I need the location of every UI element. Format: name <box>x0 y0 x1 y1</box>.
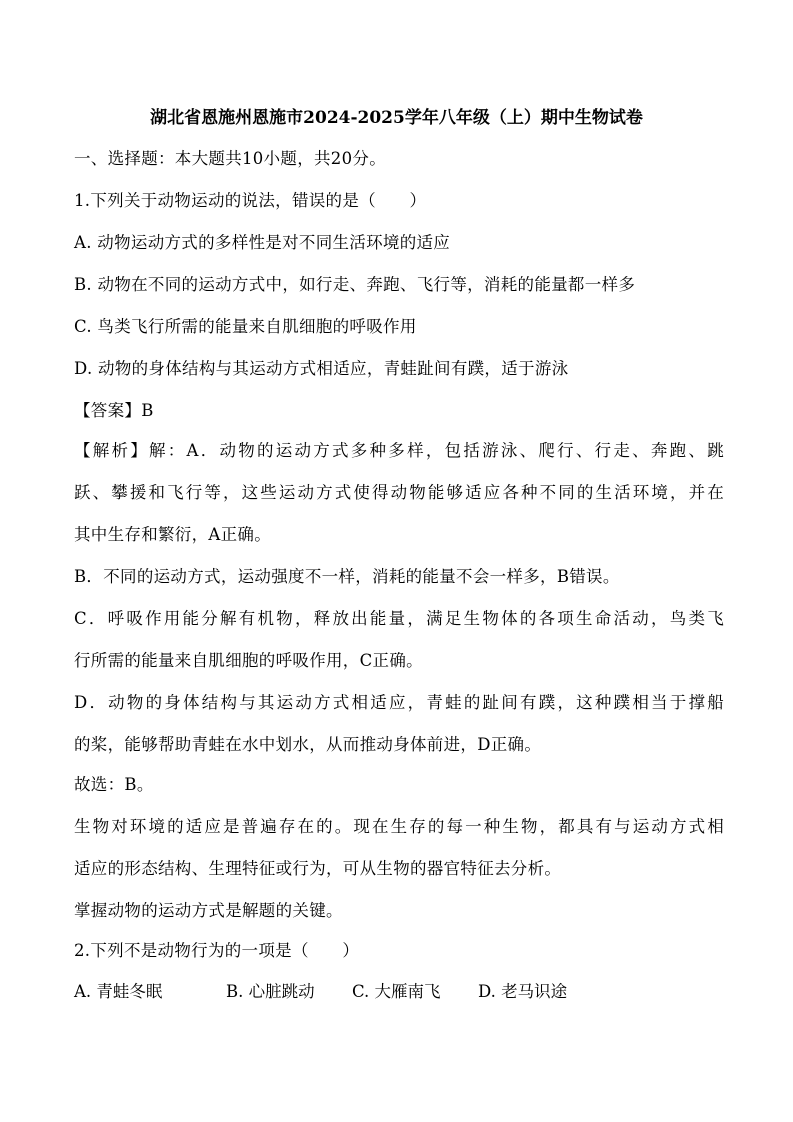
page-title: 湖北省恩施州恩施市2024-2025学年八年级（上）期中生物试卷 <box>150 108 643 128</box>
question-1-option-d: D. 动物的身体结构与其运动方式相适应，青蛙趾间有蹼，适于游泳 <box>74 359 569 378</box>
analysis-line: 生物对环境的适应是普遍存在的。现在生存的每一种生物，都具有与运动方式相 <box>74 817 724 836</box>
question-2-options <box>74 981 724 1003</box>
question-2-option-d: D. 老马识途 <box>478 982 568 1001</box>
analysis-line: 故选：B。 <box>74 775 154 794</box>
analysis-line: D．动物的身体结构与其运动方式相适应，青蛙的趾间有蹼，这种蹼相当于撑船 <box>74 693 724 712</box>
question-1-stem: 1.下列关于动物运动的说法，错误的是（ ） <box>74 191 427 210</box>
question-2-stem: 2.下列不是动物行为的一项是（ ） <box>74 941 360 960</box>
analysis-line: 【解析】解：A．动物的运动方式多种多样，包括游泳、爬行、行走、奔跑、跳 <box>74 441 724 460</box>
analysis-line: 的桨，能够帮助青蛙在水中划水，从而推动身体前进，D正确。 <box>74 735 542 754</box>
question-2-option-c: C. 大雁南飞 <box>352 982 441 1001</box>
question-1-option-b: B. 动物在不同的运动方式中，如行走、奔跑、飞行等，消耗的能量都一样多 <box>74 275 636 294</box>
analysis-line: 适应的形态结构、生理特征或行为，可从生物的器官特征去分析。 <box>74 859 562 878</box>
analysis-line: 行所需的能量来自肌细胞的呼吸作用，C正确。 <box>74 651 423 670</box>
analysis-line: C．呼吸作用能分解有机物，释放出能量，满足生物体的各项生命活动，鸟类飞 <box>74 609 724 628</box>
question-1-answer: 【答案】B <box>74 401 154 420</box>
analysis-line: 跃、攀援和飞行等，这些运动方式使得动物能够适应各种不同的生活环境，并在 <box>74 483 724 502</box>
question-1-option-c: C. 鸟类飞行所需的能量来自肌细胞的呼吸作用 <box>74 317 417 336</box>
question-2-option-a: A. 青蛙冬眠 <box>74 982 163 1001</box>
section-heading: 一、选择题：本大题共10小题，共20分。 <box>74 149 386 168</box>
analysis-line: B．不同的运动方式，运动强度不一样，消耗的能量不会一样多，B错误。 <box>74 567 620 586</box>
analysis-line: 其中生存和繁衍，A正确。 <box>74 525 272 544</box>
question-1-option-a: A. 动物运动方式的多样性是对不同生活环境的适应 <box>74 233 451 252</box>
analysis-line: 掌握动物的运动方式是解题的关键。 <box>74 901 343 920</box>
question-2-option-b: B. 心脏跳动 <box>226 982 315 1001</box>
